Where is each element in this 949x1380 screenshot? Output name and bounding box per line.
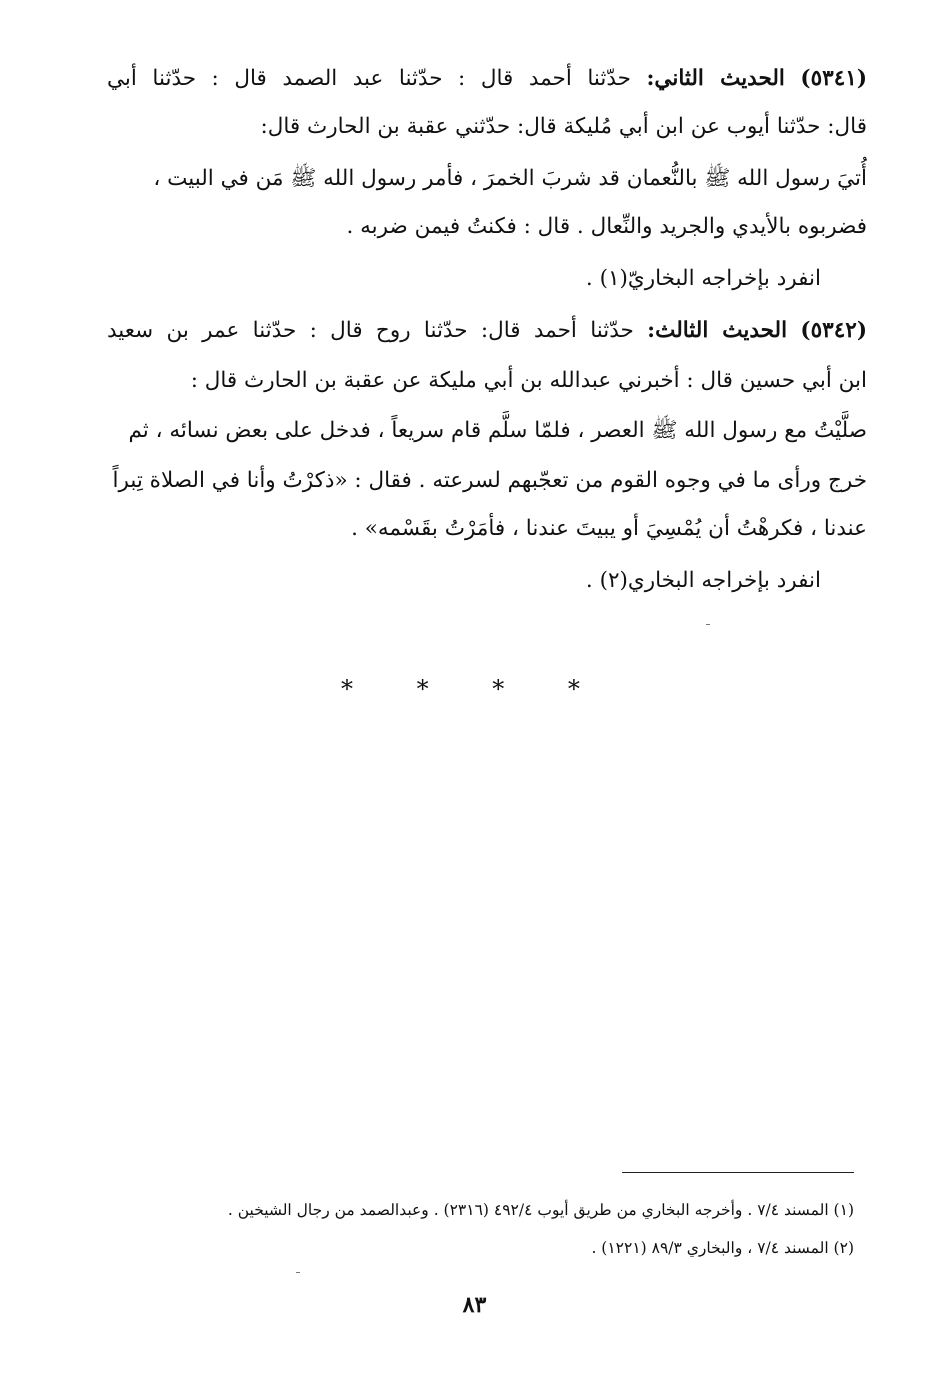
hadith-3-title: الحديث الثالث: (647, 318, 788, 343)
hadith-2-line-2: قال: حدّثنا أيوب عن ابن أبي مُليكة قال: حدّثني عقبة بن الحارث قال: (260, 114, 867, 139)
page-number: ٨٣ (462, 1292, 487, 1318)
hadith-2-matn-line-1: أُتيَ رسول الله ﷺ بالنُّعمان قد شربَ الخمرَ ، فأمر رسول الله ﷺ مَن في البيت ، (153, 166, 867, 191)
hadith-3-matn-line-3: عندنا ، فكرهْتُ أن يُمْسِيَ أو يبيتَ عندنا ، فأمَرْتُ بقَسْمه» . (351, 516, 867, 541)
hadith-2-isnad-start: حدّثنا أحمد قال : حدّثنا عبد الصمد قال : حدّثنا أبي (107, 66, 631, 91)
hadith-3-takhrij: انفرد بإخراجه البخاري(٢) . (585, 568, 821, 593)
footnote-1: (١) المسند ٧/٤ . وأخرجه البخاري من طريق أيوب ٤٩٢/٤ (٢٣١٦) . وعبدالصمد من رجال الشيخين . (227, 1201, 854, 1219)
hadith-2-line-1 (107, 64, 867, 94)
footnote-2: (٢) المسند ٧/٤ ، والبخاري ٨٩/٣ (١٢٢١) . (591, 1239, 854, 1257)
hadith-2-number: (٥٣٤١) (800, 66, 867, 91)
hadith-3-line-1 (107, 316, 867, 346)
hadith-3-matn-line-2: خرج ورأى ما في وجوه القوم من تعجّبهم لسرعته . فقال : «ذكرْتُ وأنا في الصلاة تِبراً (112, 468, 867, 493)
section-separator: * * * * (341, 675, 608, 703)
hadith-3-isnad-start: حدّثنا أحمد قال: حدّثنا روح قال : حدّثنا عمر بن سعيد (107, 318, 634, 343)
hadith-3-line-2: ابن أبي حسين قال : أخبرني عبدالله بن أبي مليكة عن عقبة بن الحارث قال : (190, 368, 867, 393)
hadith-2-title: الحديث الثاني: (646, 66, 785, 91)
footnote-divider (622, 1172, 854, 1173)
scan-speck-2 (296, 1272, 300, 1273)
scan-speck (706, 624, 710, 625)
hadith-2-matn-line-2: فضربوه بالأيدي والجريد والنِّعال . قال : فكنتُ فيمن ضربه . (346, 214, 867, 239)
hadith-3-matn-line-1: صلَّيْتُ مع رسول الله ﷺ العصر ، فلمّا سلَّم قام سريعاً ، فدخل على بعض نسائه ، ثم (128, 418, 867, 443)
hadith-2-takhrij: انفرد بإخراجه البخاريّ(١) . (585, 266, 821, 291)
hadith-3-number: (٥٣٤٢) (800, 318, 867, 343)
